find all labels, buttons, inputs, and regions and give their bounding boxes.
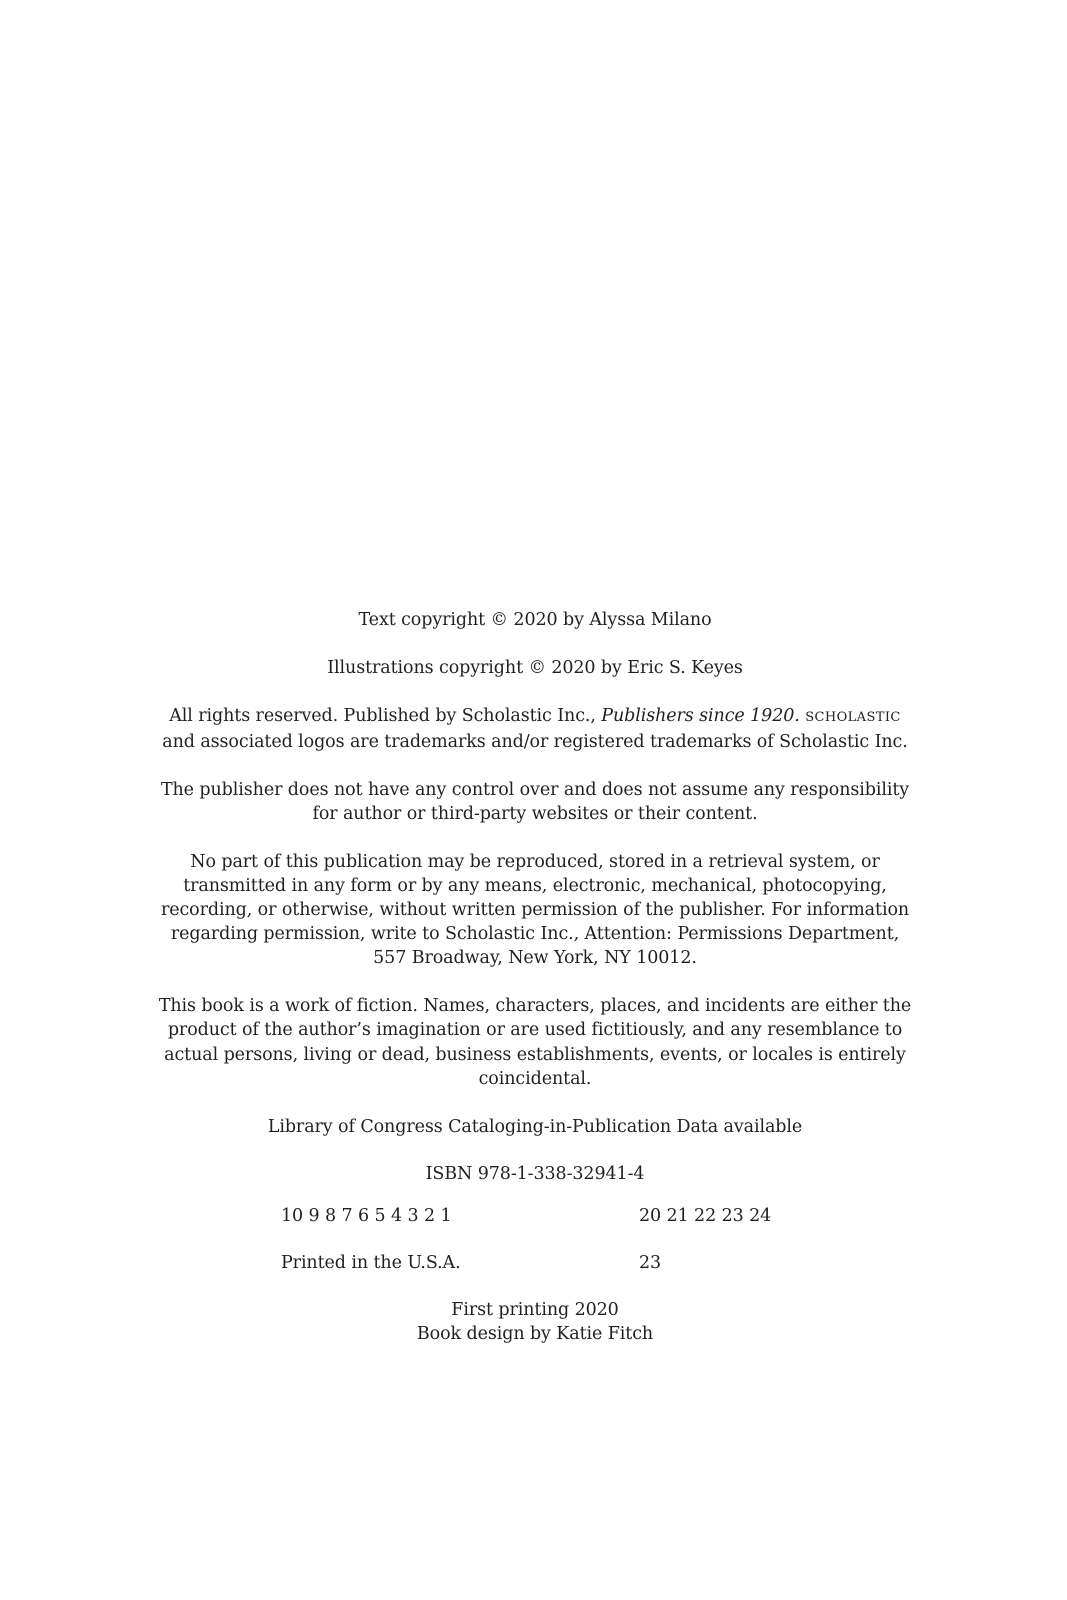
printing-numbers-row — [281, 1204, 801, 1230]
fiction-line-2: product of the author’s imagination or are used fictitiously, and any resemblance to — [167, 1020, 903, 1041]
cip-data: Library of Congress Cataloging-in-Publication Data available — [267, 1116, 803, 1137]
rights-text: All rights reserved. Published by Scholastic Inc., — [169, 705, 602, 726]
reproduction-notice — [150, 850, 920, 971]
publisher-disclaimer — [150, 778, 920, 826]
isbn: ISBN 978-1-338-32941-4 — [425, 1164, 645, 1185]
reproduction-line-4: regarding permission, write to Scholastic Inc., Attention: Permissions Department, — [170, 924, 900, 945]
publishers-since-tagline: Publishers since 1920. — [601, 705, 800, 726]
rights-reserved — [150, 704, 920, 754]
reproduction-line-3: recording, or otherwise, without written permission of the publisher. For information — [160, 900, 910, 920]
disclaimer-line-1: The publisher does not have any control over and does not assume any responsibility — [160, 779, 910, 800]
printing-credits — [150, 1298, 920, 1346]
year-line: 20 21 22 23 24 — [639, 1206, 772, 1226]
printed-in-row — [281, 1251, 801, 1277]
first-printing: First printing 2020 — [451, 1300, 619, 1320]
fiction-line-1: This book is a work of fiction. Names, characters, places, and incidents are either the — [158, 996, 912, 1017]
fiction-line-3: actual persons, living or dead, business establishments, events, or locales is entirely — [164, 1044, 906, 1065]
fiction-line-4: coincidental. — [478, 1068, 592, 1089]
print-line: 10 9 8 7 6 5 4 3 2 1 — [281, 1206, 452, 1226]
printed-in: Printed in the U.S.A. — [281, 1253, 461, 1273]
printer-code: 23 — [639, 1253, 662, 1273]
rights-line-2: and associated logos are trademarks and/or registered trademarks of Scholastic Inc. — [162, 731, 908, 752]
fiction-notice — [150, 994, 920, 1091]
rights-line-1 — [150, 704, 920, 730]
copyright-notices — [150, 608, 920, 1187]
reproduction-line-2: transmitted in any form or by any means, electronic, mechanical, photocopying, — [183, 875, 887, 896]
reproduction-line-1: No part of this publication may be reproduced, stored in a retrieval system, or — [190, 851, 880, 872]
book-design-credit: Book design by Katie Fitch — [416, 1324, 654, 1345]
text-copyright: Text copyright © 2020 by Alyssa Milano — [358, 610, 712, 630]
scholastic-wordmark: SCHOLASTIC — [805, 709, 901, 725]
disclaimer-line-2: for author or third-party websites or their content. — [312, 803, 758, 824]
reproduction-line-5: 557 Broadway, New York, NY 10012. — [373, 948, 697, 969]
illustrations-copyright: Illustrations copyright © 2020 by Eric S. Keyes — [327, 657, 743, 678]
